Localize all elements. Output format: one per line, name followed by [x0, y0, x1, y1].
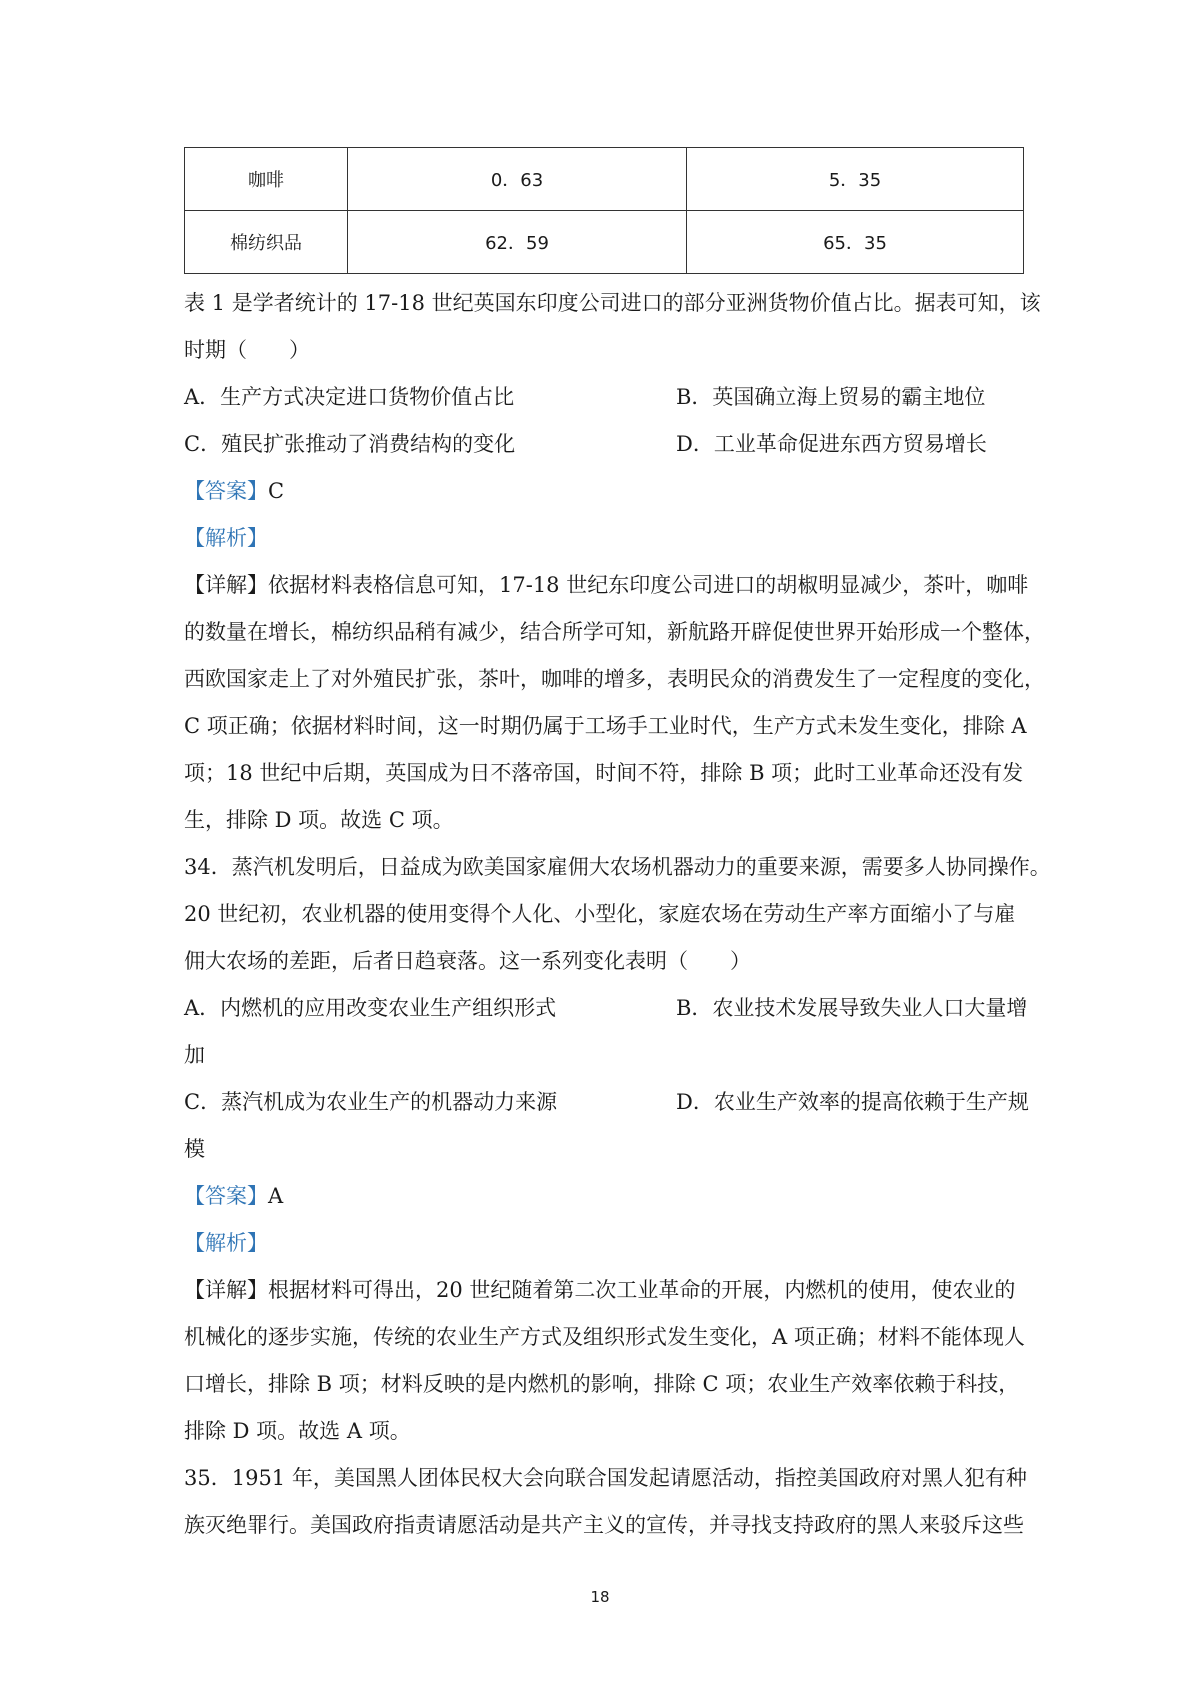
table-cell: 65．35 — [687, 211, 1024, 274]
option-b: B．农业技术发展导致失业人口大量增 — [676, 996, 1028, 1020]
detail-text: 依据材料表格信息可知，17-18 世纪东印度公司进口的胡椒明显减少，茶叶，咖啡 — [268, 573, 1029, 597]
table-cell: 咖啡 — [185, 148, 348, 211]
detail-line: C 项正确；依据材料时间，这一时期仍属于工场手工业时代，生产方式未发生变化，排除 A — [184, 714, 1027, 738]
detail-text: 根据材料可得出，20 世纪随着第二次工业革命的开展，内燃机的使用，使农业的 — [268, 1278, 1016, 1302]
detail-line: 机械化的逐步实施，传统的农业生产方式及组织形式发生变化，A 项正确；材料不能体现人 — [184, 1325, 1025, 1349]
detail-line: 项；18 世纪中后期，英国成为日不落帝国，时间不符，排除 B 项；此时工业革命还没有发 — [184, 761, 1024, 785]
detail-line: 口增长，排除 B 项；材料反映的是内燃机的影响，排除 C 项；农业生产效率依赖于科技， — [184, 1372, 1020, 1396]
option-a: A．生产方式决定进口货物价值占比 — [184, 385, 515, 409]
detail-line — [184, 1275, 1015, 1305]
table-cell: 棉纺织品 — [185, 211, 348, 274]
question-stem-line: 表 1 是学者统计的 17-18 世纪英国东印度公司进口的部分亚洲货物价值占比。据表可知，该 — [184, 291, 1041, 315]
question-stem-line: 族灭绝罪行。美国政府指责请愿活动是共产主义的宣传，并寻找支持政府的黑人来驳斥这些 — [184, 1513, 1024, 1537]
table-row — [185, 148, 1024, 211]
answer-line — [184, 476, 284, 506]
question-stem-line: 35．1951 年，美国黑人团体民权大会向联合国发起请愿活动，指控美国政府对黑人犯有种 — [184, 1466, 1027, 1490]
detail-tag: 【详解】 — [184, 573, 268, 597]
table-cell: 62．59 — [348, 211, 687, 274]
detail-line: 排除 D 项。故选 A 项。 — [184, 1419, 411, 1443]
page-number: 18 — [590, 1588, 610, 1606]
answer-tag: 【答案】 — [184, 1184, 268, 1208]
table-cell: 5．35 — [687, 148, 1024, 211]
answer-line — [184, 1181, 283, 1211]
question-stem-line: 佣大农场的差距，后者日趋衰落。这一系列变化表明（ ） — [184, 949, 751, 973]
option-b: B．英国确立海上贸易的霸主地位 — [676, 385, 986, 409]
table-row — [185, 211, 1024, 274]
option-c: C．殖民扩张推动了消费结构的变化 — [184, 432, 516, 456]
detail-line: 西欧国家走上了对外殖民扩张，茶叶，咖啡的增多，表明民众的消费发生了一定程度的变化， — [184, 667, 1045, 691]
goods-value-table — [184, 147, 1024, 274]
table-cell: 0．63 — [348, 148, 687, 211]
detail-line — [184, 570, 1028, 600]
question-stem-line: 34．蒸汽机发明后，日益成为欧美国家雇佣大农场机器动力的重要来源，需要多人协同操作。 — [184, 855, 1051, 879]
option-b-wrap: 加 — [184, 1043, 205, 1067]
detail-tag: 【详解】 — [184, 1278, 268, 1302]
option-d: D．工业革命促进东西方贸易增长 — [676, 432, 987, 456]
answer-value: A — [268, 1184, 284, 1208]
option-c: C．蒸汽机成为农业生产的机器动力来源 — [184, 1090, 558, 1114]
question-stem-line: 20 世纪初，农业机器的使用变得个人化、小型化，家庭农场在劳动生产率方面缩小了与雇 — [184, 902, 1016, 926]
analysis-tag: 【解析】 — [184, 1231, 268, 1255]
analysis-tag: 【解析】 — [184, 526, 268, 550]
detail-line: 生，排除 D 项。故选 C 项。 — [184, 808, 454, 832]
option-d: D．农业生产效率的提高依赖于生产规 — [676, 1090, 1029, 1114]
answer-tag: 【答案】 — [184, 479, 268, 503]
answer-value: C — [268, 479, 285, 503]
option-a: A．内燃机的应用改变农业生产组织形式 — [184, 996, 557, 1020]
option-d-wrap: 模 — [184, 1137, 205, 1161]
detail-line: 的数量在增长，棉纺织品稍有减少，结合所学可知，新航路开辟促使世界开始形成一个整体， — [184, 620, 1045, 644]
question-stem-line: 时期（ ） — [184, 338, 310, 362]
